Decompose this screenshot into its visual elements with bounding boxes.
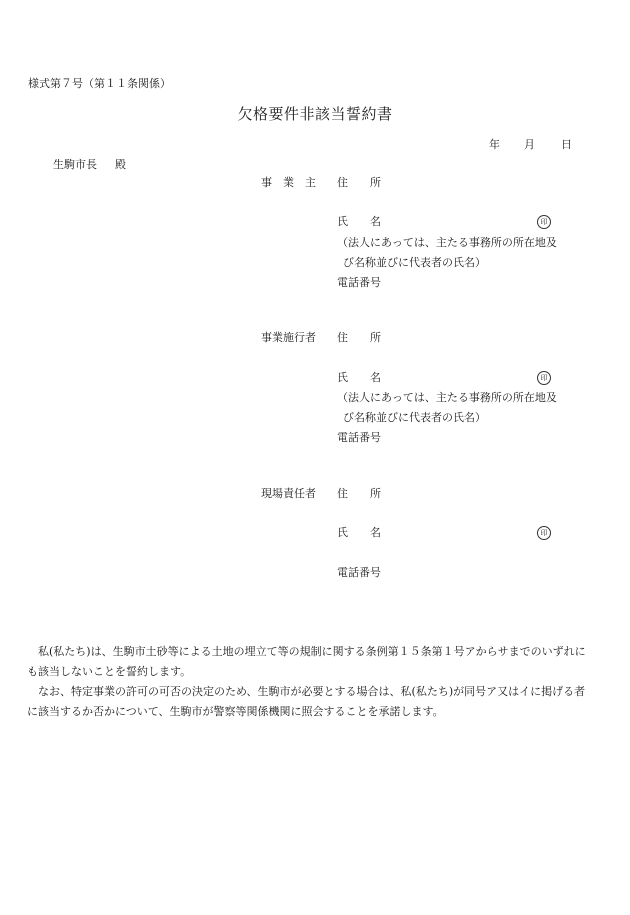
date-month: 月 bbox=[524, 138, 535, 151]
name-label: 氏 名 bbox=[337, 526, 381, 539]
addressee-honorific: 殿 bbox=[115, 158, 126, 171]
corporate-note: （法人にあっては、主たる事務所の所在地及 bbox=[337, 236, 557, 249]
addressee bbox=[53, 159, 126, 170]
corporate-note: （法人にあっては、主たる事務所の所在地及 bbox=[337, 391, 557, 404]
addressee-name: 生駒市長 bbox=[53, 158, 97, 171]
phone-label: 電話番号 bbox=[337, 276, 381, 289]
name-label: 氏 名 bbox=[337, 215, 381, 228]
address-label: 住 所 bbox=[337, 331, 381, 344]
pledge-paragraph: 私(私たち)は、生駒市土砂等による土地の埋立て等の規制に関する条例第１５条第１号アからサまでのいずれにも該当しないことを誓約します。 bbox=[27, 645, 586, 678]
address-label: 住 所 bbox=[337, 176, 381, 189]
seal-icon: 印 bbox=[537, 215, 551, 229]
date-day: 日 bbox=[561, 138, 572, 151]
name-label: 氏 名 bbox=[337, 371, 381, 384]
party-role: 現場責任者 bbox=[261, 487, 316, 500]
phone-label: 電話番号 bbox=[337, 431, 381, 444]
form-number: 様式第７号（第１１条関係） bbox=[28, 77, 171, 90]
address-label: 住 所 bbox=[337, 487, 381, 500]
pledge-text bbox=[27, 642, 587, 722]
seal-icon: 印 bbox=[537, 526, 551, 540]
seal-icon: 印 bbox=[537, 371, 551, 385]
party-role: 事業施行者 bbox=[261, 331, 316, 344]
date-year: 年 bbox=[489, 138, 500, 151]
corporate-note-cont: び名称並びに代表者の氏名） bbox=[343, 256, 486, 269]
phone-label: 電話番号 bbox=[337, 566, 381, 579]
consent-paragraph: なお、特定事業の許可の可否の決定のため、生駒市が必要とする場合は、私(私たち)が同号ア又はイに掲げる者に該当するか否かについて、生駒市が警察等関係機関に照会することを承諾します。 bbox=[27, 685, 586, 718]
corporate-note-cont: び名称並びに代表者の氏名） bbox=[343, 411, 486, 424]
document-title: 欠格要件非該当誓約書 bbox=[237, 105, 393, 123]
party-role: 事 業 主 bbox=[261, 176, 316, 189]
